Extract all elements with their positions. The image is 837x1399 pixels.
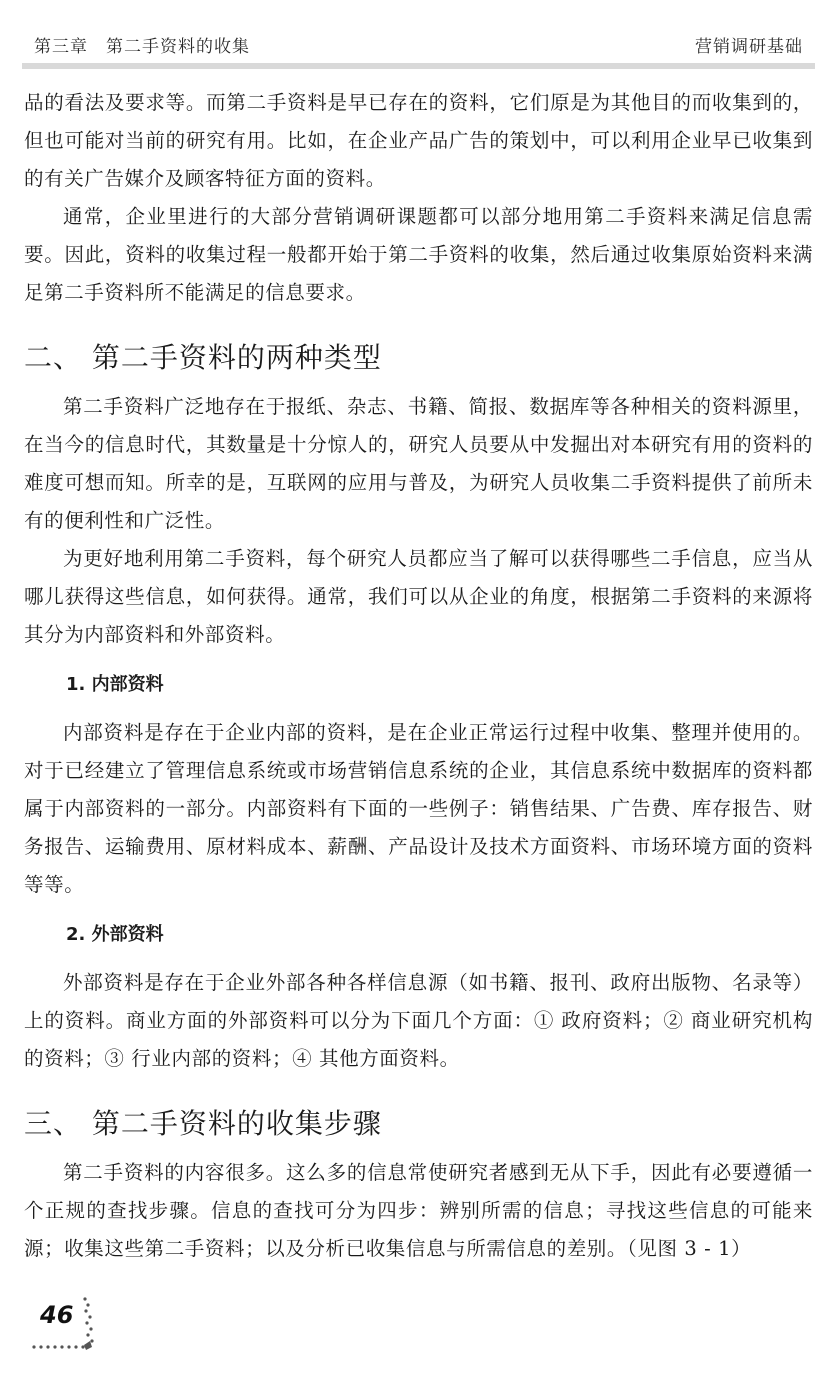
paragraph-5: 内部资料是存在于企业内部的资料，是在企业正常运行过程中收集、整理并使用的。对于已经建立了管理信息系统或市场营销信息系统的企业，其信息系统中数据库的资料都属于内部资料的一部分。内部资料有下面的一些例子：销售结果、广告费、库存报告、财务报告、运输费用、原材料成本、薪酬、产品设计及技术方面资料、市场环境方面的资料等等。: [24, 721, 813, 896]
paragraph-4: 为更好地利用第二手资料，每个研究人员都应当了解可以获得哪些二手信息，应当从哪儿获得这些信息，如何获得。通常，我们可以从企业的角度，根据第二手资料的来源将其分为内部资料和外部资料。: [24, 547, 813, 646]
paragraph-3: 第二手资料广泛地存在于报纸、杂志、书籍、简报、数据库等各种相关的资料源里，在当今的信息时代，其数量是十分惊人的，研究人员要从中发掘出对本研究有用的资料的难度可想而知。所幸的是，互联网的应用与普及，为研究人员收集二手资料提供了前所未有的便利性和广泛性。: [24, 395, 813, 532]
running-header: [22, 28, 815, 58]
subheading-external: 2. 外部资料: [66, 924, 164, 945]
page-footer: [30, 1295, 110, 1355]
section-heading-3: 三、 第二手资料的收集步骤: [24, 1107, 382, 1140]
header-rule: [22, 63, 815, 69]
paragraph-7: 第二手资料的内容很多。这么多的信息常使研究者感到无从下手，因此有必要遵循一个正规的查找步骤。信息的查找可分为四步：辨别所需的信息；寻找这些信息的可能来源；收集这些第二手资料；以及分析已收集信息与所需信息的差别。（见图 3 - 1）: [24, 1161, 813, 1260]
paragraph-6: 外部资料是存在于企业外部各种各样信息源（如书籍、报刊、政府出版物、名录等）上的资料。商业方面的外部资料可以分为下面几个方面：① 政府资料；② 商业研究机构的资料；③ 行业内部的资料；④ 其他方面资料。: [24, 971, 813, 1070]
paragraph-1: 品的看法及要求等。而第二手资料是早已存在的资料，它们原是为其他目的而收集到的，但也可能对当前的研究有用。比如，在企业产品广告的策划中，可以利用企业早已收集到的有关广告媒介及顾客特征方面的资料。: [24, 91, 813, 190]
paragraph-2: 通常，企业里进行的大部分营销调研课题都可以部分地用第二手资料来满足信息需要。因此，资料的收集过程一般都开始于第二手资料的收集，然后通过收集原始资料来满足第二手资料所不能满足的信息要求。: [24, 205, 813, 304]
section-heading-2: 二、 第二手资料的两种类型: [24, 341, 382, 374]
subheading-internal: 1. 内部资料: [66, 674, 164, 695]
page-content: [24, 84, 813, 1268]
page-number: 46: [40, 1301, 74, 1329]
chapter-title: 第三章 第二手资料的收集: [34, 37, 250, 57]
book-title: 营销调研基础: [695, 37, 803, 57]
